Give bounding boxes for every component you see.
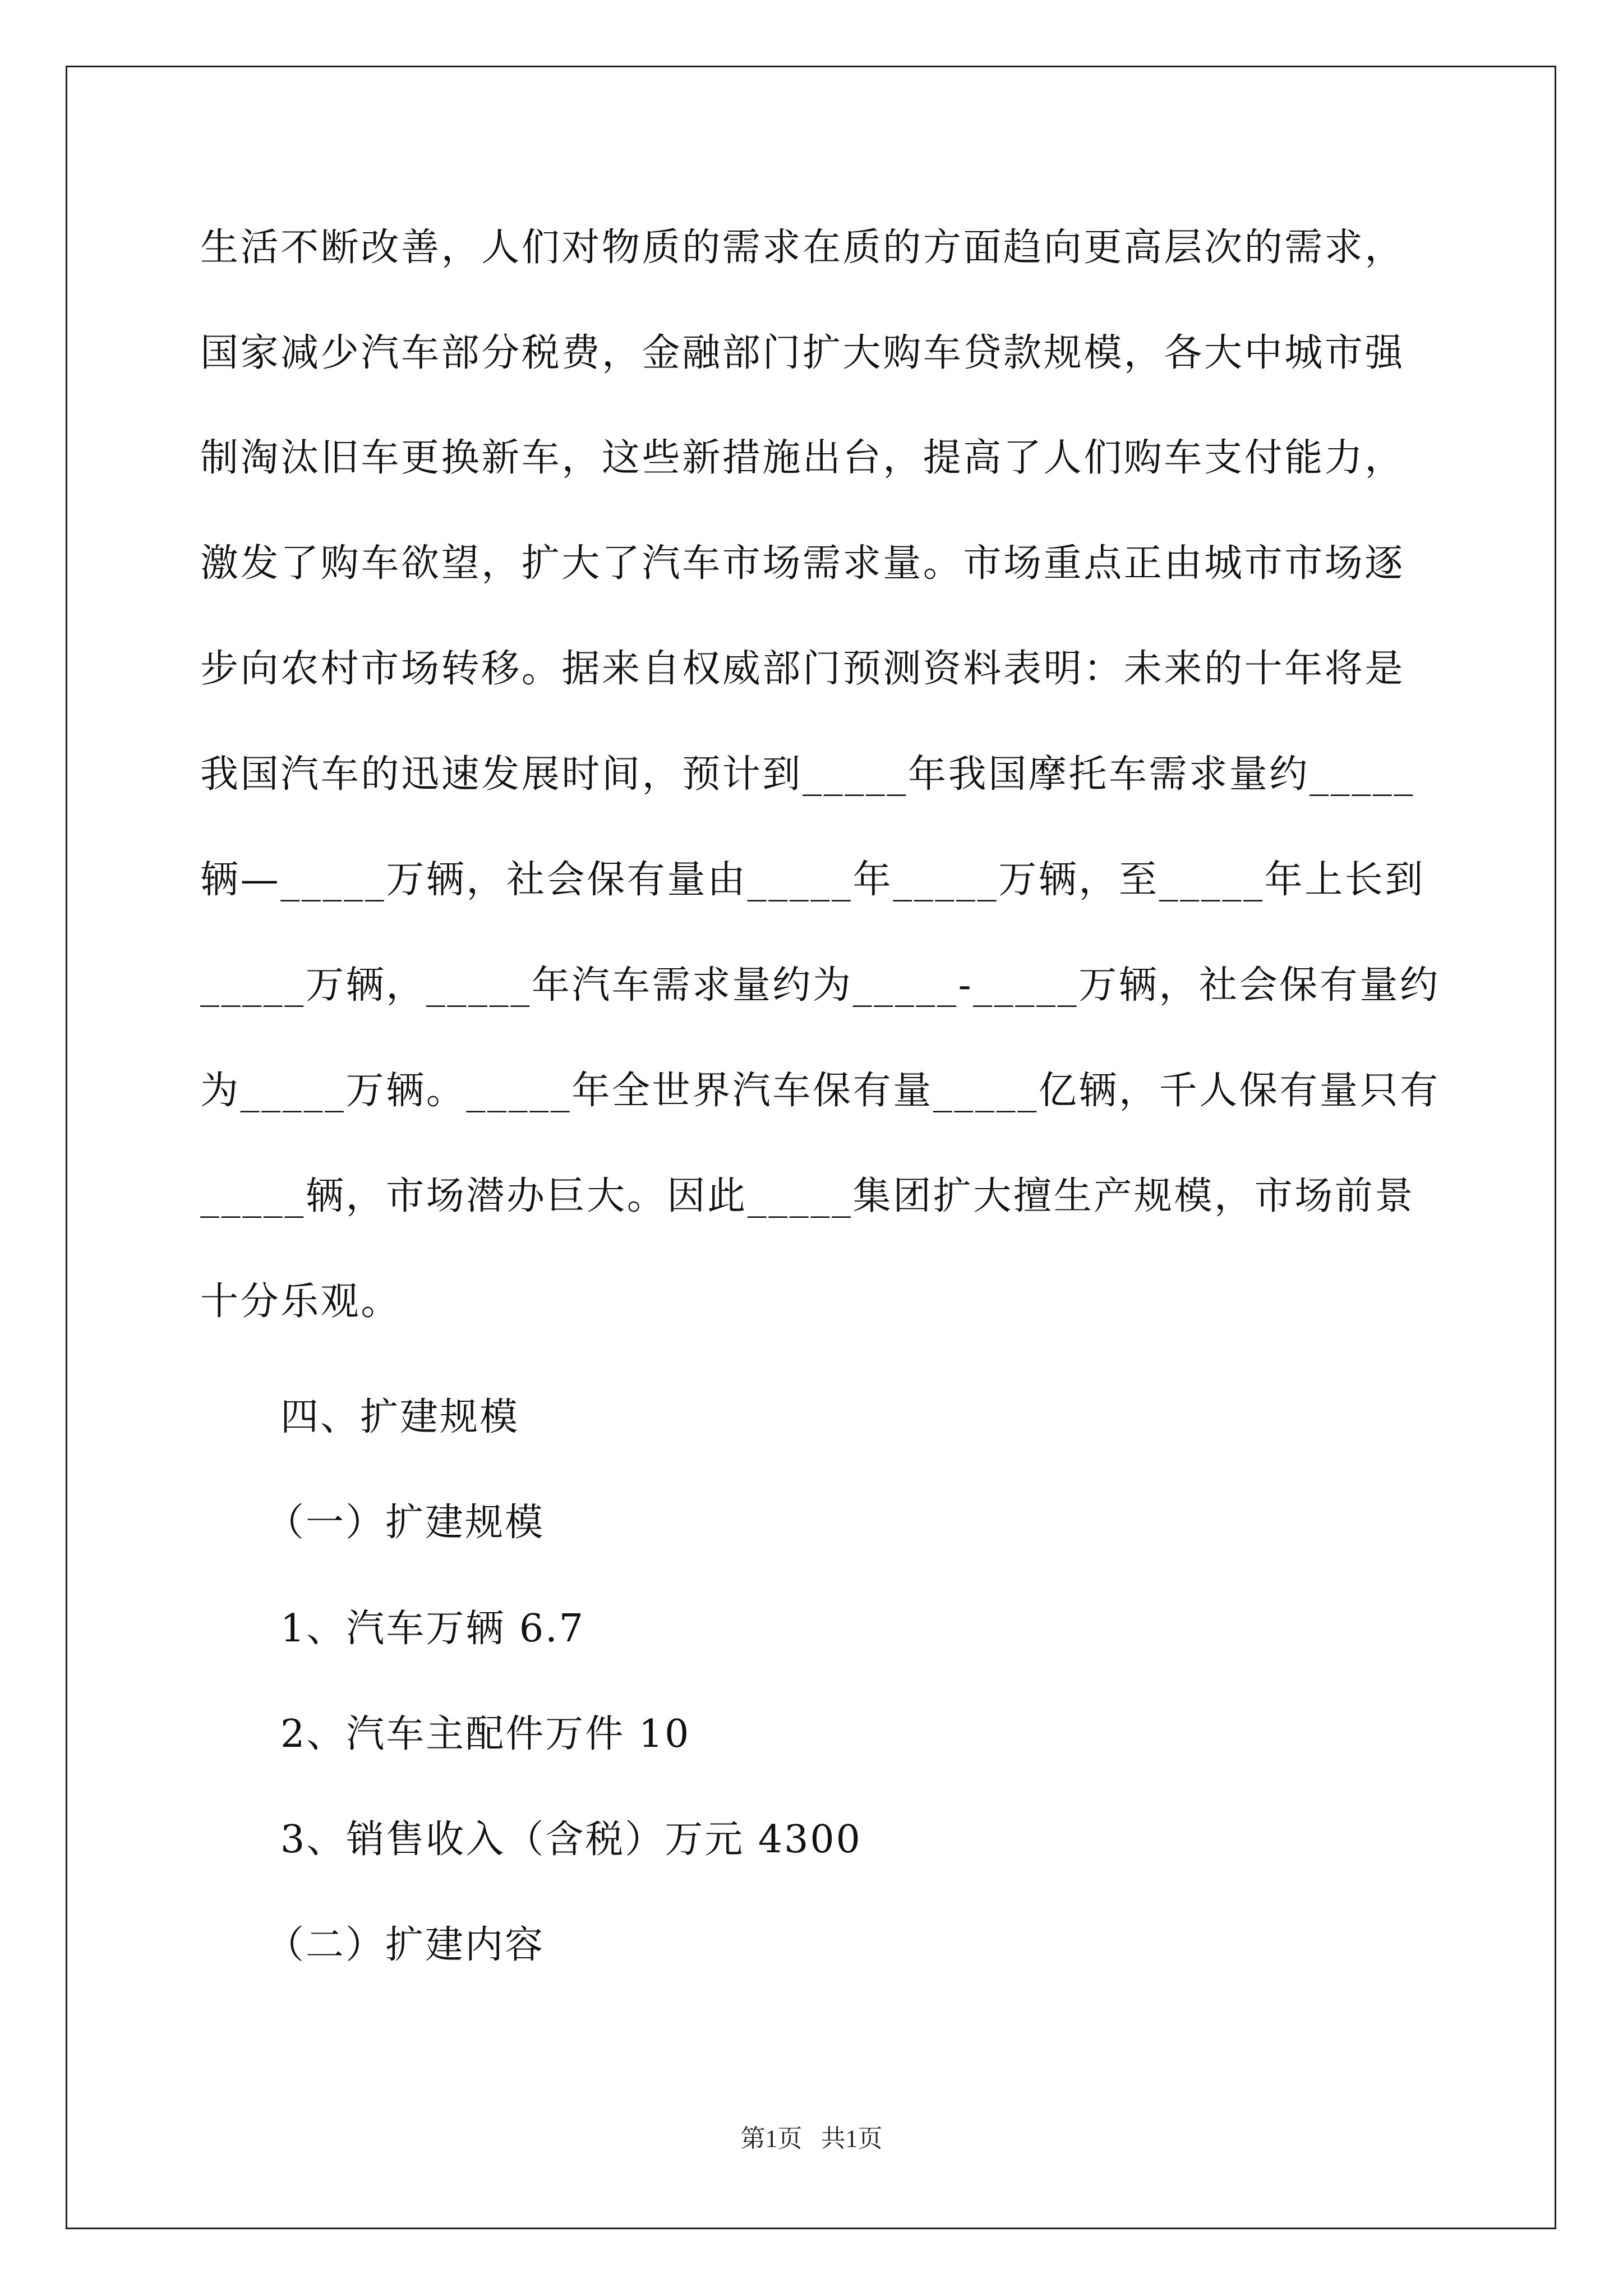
- paragraph-line: 为_____万辆。_____年全世界汽车保有量_____亿辆，千人保有量只有: [200, 1069, 1440, 1113]
- paragraph-line: 制淘汰旧车更换新车，这些新措施出台，提高了人们购车支付能力，: [200, 436, 1405, 480]
- paragraph-line: 我国汽车的迅速发展时间，预计到_____年我国摩托车需求量约_____: [200, 752, 1415, 797]
- paragraph-line: 生活不断改善，人们对物质的需求在质的方面趋向更高层次的需求，: [200, 226, 1405, 270]
- subsection-heading: （二）扩建内容: [266, 1923, 545, 1967]
- paragraph-line: 国家减少汽车部分税费，金融部门扩大购车贷款规模，各大中城市强: [200, 331, 1405, 375]
- paragraph-line: 步向农村市场转移。据来自权威部门预测资料表明：未来的十年将是: [200, 647, 1405, 691]
- list-item: 3、销售收入（含税）万元 4300: [280, 1818, 862, 1862]
- page-border: [66, 66, 1556, 2229]
- paragraph-line: 辆—_____万辆，社会保有量由_____年_____万辆，至_____年上长到: [200, 858, 1426, 902]
- section-heading: 四、扩建规模: [280, 1395, 520, 1439]
- paragraph-line: _____辆，市场潜办巨大。因此_____集团扩大擅生产规模，市场前景: [200, 1174, 1415, 1218]
- list-item: 2、汽车主配件万件 10: [280, 1712, 691, 1756]
- paragraph-line: _____万辆，_____年汽车需求量约为_____-_____万辆，社会保有量约: [200, 963, 1440, 1007]
- paragraph-line: 十分乐观。: [200, 1280, 402, 1324]
- subsection-heading: （一）扩建规模: [266, 1501, 545, 1545]
- list-item: 1、汽车万辆 6.7: [280, 1607, 585, 1651]
- paragraph-line: 激发了购车欲望，扩大了汽车市场需求量。市场重点正由城市市场逐: [200, 541, 1405, 586]
- page-footer: 第1页 共1页: [740, 2125, 883, 2152]
